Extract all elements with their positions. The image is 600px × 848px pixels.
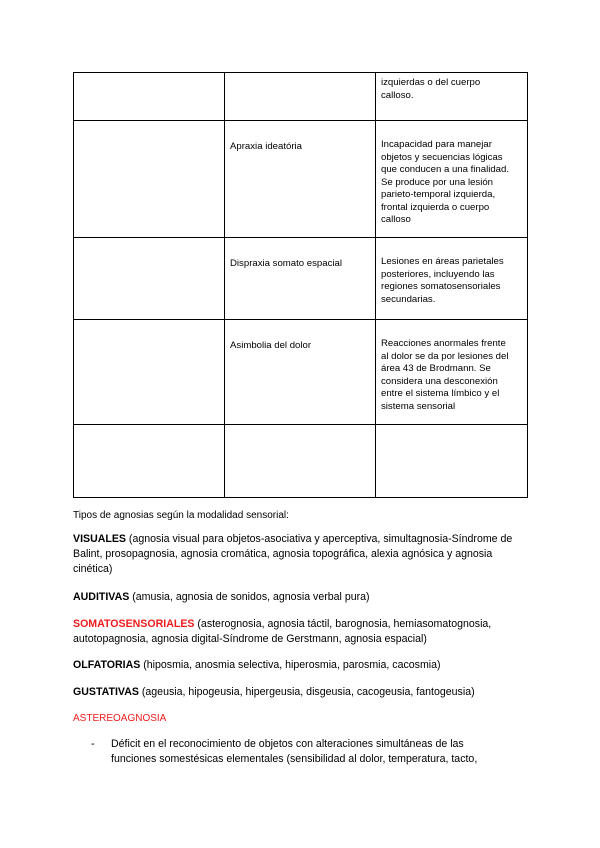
category-visuales xyxy=(73,532,528,578)
table-cell xyxy=(74,73,225,121)
category-description: (agnosia visual para objetos-asociativa y aperceptiva, simultagnosia-Síndrome de Balint, prosopagnosia, agnosia cromática, agnosia topográfica, alexia agnósica y agnosia cinética) xyxy=(73,533,513,576)
category-somatosensoriales xyxy=(73,617,528,647)
table-row xyxy=(74,121,528,238)
table-cell: Dispraxia somato espacial xyxy=(225,238,376,320)
table-row xyxy=(74,320,528,425)
table-cell: Lesiones en áreas parietales posteriores, incluyendo las regiones somatosensoriales secundarias. xyxy=(376,238,528,320)
category-description: (asterognosia, agnosia táctil, barognosia, hemiasomatognosia, autotopagnosia, agnosia digital-Síndrome de Gerstmann, agnosia espacial) xyxy=(73,618,492,646)
category-description: (amusia, agnosia de sonidos, agnosia verbal pura) xyxy=(129,591,370,603)
table-cell xyxy=(74,238,225,320)
table-row xyxy=(74,73,528,121)
category-olfatorias xyxy=(73,658,528,673)
table-cell: Asimbolia del dolor xyxy=(225,320,376,425)
category-description: (ageusia, hipogeusia, hipergeusia, disgeusia, cacogeusia, fantogeusia) xyxy=(138,686,475,698)
category-heading: VISUALES xyxy=(73,533,126,545)
bullet-marker: - xyxy=(91,738,95,750)
table-cell xyxy=(74,425,225,498)
agnosia-types-intro: Tipos de agnosias según la modalidad sensorial: xyxy=(73,510,289,521)
table-cell xyxy=(225,73,376,121)
table-row xyxy=(74,238,528,320)
category-auditivas xyxy=(73,590,528,605)
category-description: (hiposmia, anosmia selectiva, hiperosmia, parosmia, cacosmia) xyxy=(140,659,441,671)
category-heading: GUSTATIVAS xyxy=(73,686,139,698)
table-cell xyxy=(376,425,528,498)
table-cell xyxy=(74,121,225,238)
category-heading: SOMATOSENSORIALES xyxy=(73,618,195,630)
category-heading: AUDITIVAS xyxy=(73,591,130,603)
table-cell xyxy=(74,320,225,425)
table-cell: izquierdas o del cuerpo calloso. xyxy=(376,73,528,121)
table-cell xyxy=(225,425,376,498)
table-cell: Reacciones anormales frente al dolor se da por lesiones del área 43 de Brodmann. Se considera una desconexión entre el sistema límbico y el sistema sensorial xyxy=(376,320,528,425)
table-cell: Apraxia ideatória xyxy=(225,121,376,238)
apraxia-table xyxy=(73,72,528,498)
category-gustativas xyxy=(73,685,528,700)
table-cell: Incapacidad para manejar objetos y secuencias lógicas que conducen a una finalidad. Se produce por una lesión parieto-temporal izquierda, frontal izquierda o cuerpo calloso xyxy=(376,121,528,238)
table-row xyxy=(74,425,528,498)
category-heading: OLFATORIAS xyxy=(73,659,141,671)
section-title: ASTEREOAGNOSIA xyxy=(73,713,167,724)
bullet-text: Déficit en el reconocimiento de objetos con alteraciones simultáneas de las funciones somestésicas elementales (sensibilidad al dolor, temperatura, tacto, xyxy=(111,738,478,766)
